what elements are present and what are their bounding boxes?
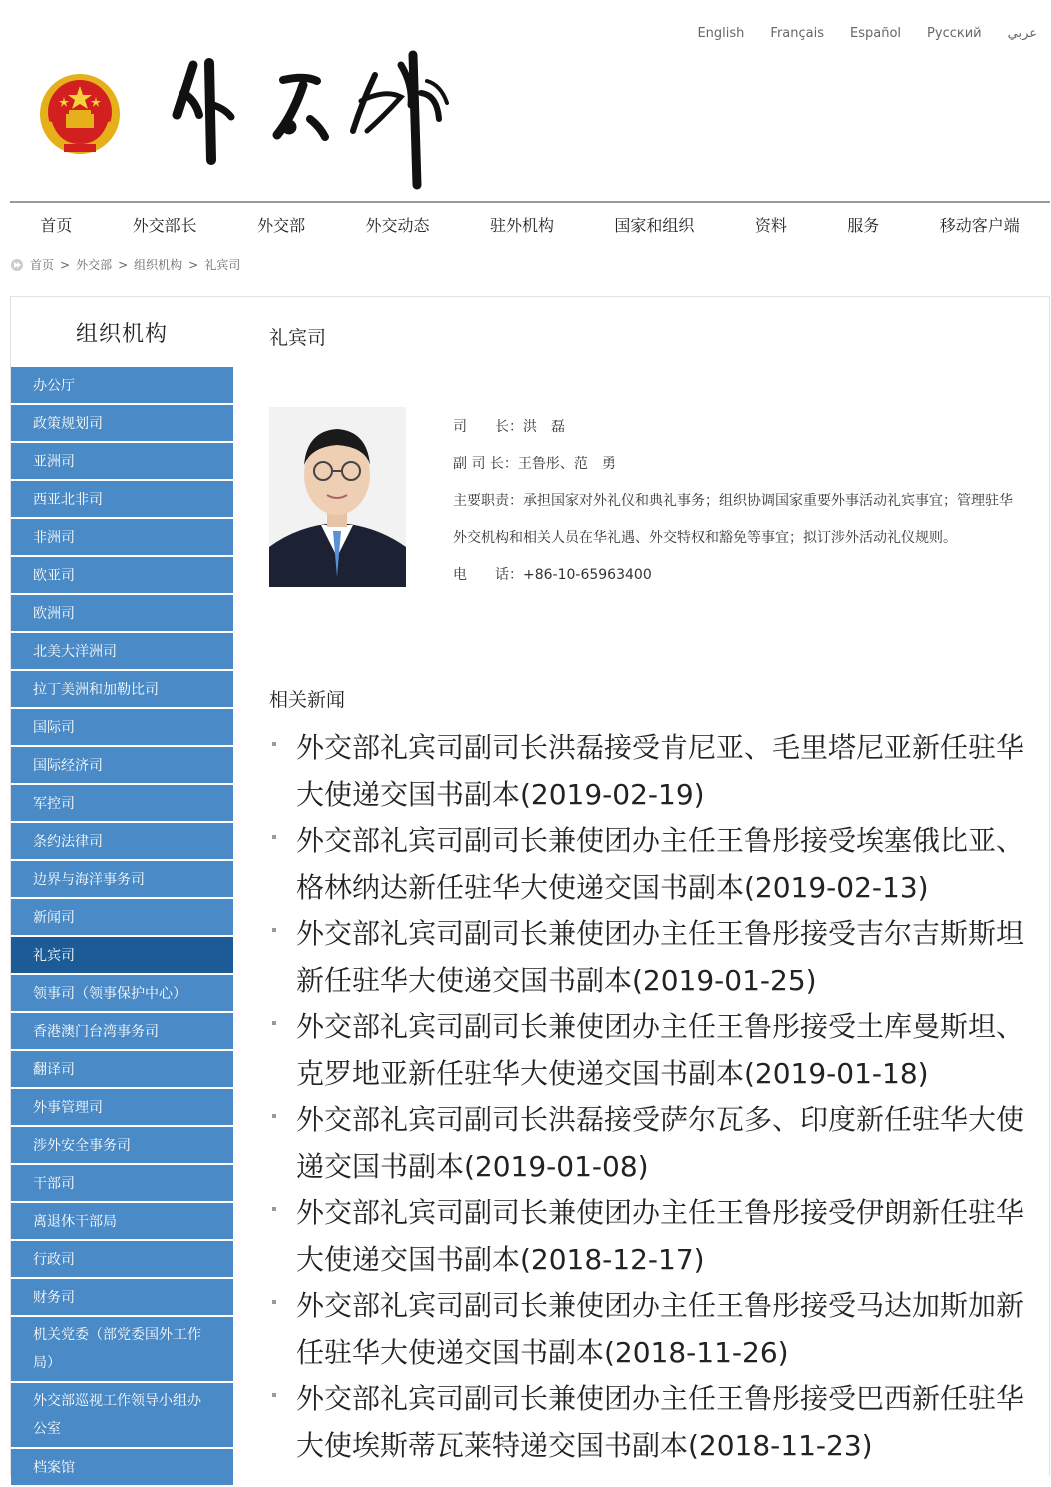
- duties-label: 主要职责：: [453, 493, 523, 509]
- sidebar-item-information[interactable]: 新闻司: [11, 899, 233, 937]
- lang-spanish[interactable]: Español: [850, 26, 902, 41]
- duties-value: 承担国家对外礼仪和典礼事务；组织协调国家重要外事活动礼宾事宜；管理驻华外交机构和相关人员在华礼遇、外交特权和豁免等事宜；拟订涉外活动礼仪规则。: [453, 493, 1013, 546]
- nav-item-home[interactable]: 首页: [40, 215, 73, 235]
- sidebar-item-north-american-oceanian[interactable]: 北美大洋洲司: [11, 633, 233, 671]
- national-emblem-icon[interactable]: [36, 70, 124, 158]
- news-item[interactable]: 外交部礼宾司副司长兼使团办主任王鲁彤接受土库曼斯坦、克罗地亚新任驻华大使递交国书副本(2019-01-18): [269, 1004, 1029, 1097]
- sidebar-item-consular[interactable]: 领事司（领事保护中心）: [11, 975, 233, 1013]
- sidebar-item-hk-macao-taiwan[interactable]: 香港澳门台湾事务司: [11, 1013, 233, 1051]
- sidebar-item-party-committee[interactable]: 机关党委（部党委国外工作局）: [11, 1317, 233, 1383]
- sidebar-item-external-security[interactable]: 涉外安全事务司: [11, 1127, 233, 1165]
- director-label: 司 长：: [453, 419, 523, 435]
- sidebar-item-latin-american-caribbean[interactable]: 拉丁美洲和加勒比司: [11, 671, 233, 709]
- director-row: [453, 409, 1023, 446]
- phone-row: [453, 557, 1023, 594]
- breadcrumb: [10, 256, 240, 273]
- phone-value: +86-10-65963400: [523, 567, 652, 583]
- breadcrumb-ministry[interactable]: 外交部: [76, 258, 113, 272]
- lang-english[interactable]: English: [697, 26, 745, 41]
- news-item[interactable]: 外交部礼宾司副司长兼使团办主任王鲁彤接受吉尔吉斯斯坦新任驻华大使递交国书副本(2019-01-25): [269, 911, 1029, 1004]
- deputy-label: 副 司 长：: [453, 456, 518, 472]
- language-bar: [697, 26, 1037, 41]
- sidebar-item-foreign-affairs-management[interactable]: 外事管理司: [11, 1089, 233, 1127]
- breadcrumb-separator: >: [60, 257, 71, 272]
- sidebar-item-personnel[interactable]: 干部司: [11, 1165, 233, 1203]
- page-title: 礼宾司: [269, 327, 327, 349]
- news-item[interactable]: 外交部礼宾司副司长兼使团办主任王鲁彤接受伊朗新任驻华大使递交国书副本(2018-12-17): [269, 1190, 1029, 1283]
- sidebar-item-west-asia-north-africa[interactable]: 西亚北非司: [11, 481, 233, 519]
- breadcrumb-organization[interactable]: 组织机构: [134, 258, 183, 272]
- nav-item-minister[interactable]: 外交部长: [132, 215, 197, 235]
- header-divider: [10, 201, 1050, 203]
- sidebar-item-finance[interactable]: 财务司: [11, 1279, 233, 1317]
- sidebar-item-international-economic[interactable]: 国际经济司: [11, 747, 233, 785]
- breadcrumb-home[interactable]: 首页: [30, 258, 55, 272]
- site-header: [0, 0, 1051, 200]
- main-container: [10, 296, 1050, 1476]
- phone-label: 电 话：: [453, 567, 523, 583]
- nav-item-resources[interactable]: 资料: [754, 215, 787, 235]
- sidebar-item-protocol[interactable]: 礼宾司: [11, 937, 233, 975]
- main-nav: [10, 204, 1050, 244]
- sidebar-item-asian-affairs[interactable]: 亚洲司: [11, 443, 233, 481]
- news-item[interactable]: 外交部礼宾司副司长兼使团办主任王鲁彤接受巴西新任驻华大使埃斯蒂瓦莱特递交国书副本(2018-11-23): [269, 1376, 1029, 1469]
- breadcrumb-separator: >: [118, 257, 129, 272]
- news-list: [269, 725, 1029, 1469]
- sidebar-item-policy-planning[interactable]: 政策规划司: [11, 405, 233, 443]
- news-item[interactable]: 外交部礼宾司副司长洪磊接受肯尼亚、毛里塔尼亚新任驻华大使递交国书副本(2019-02-19): [269, 725, 1029, 818]
- sidebar-item-arms-control[interactable]: 军控司: [11, 785, 233, 823]
- calligraphy-logo[interactable]: [165, 45, 455, 195]
- sidebar-item-retired-personnel[interactable]: 离退休干部局: [11, 1203, 233, 1241]
- sidebar-item-administration[interactable]: 行政司: [11, 1241, 233, 1279]
- breadcrumb-separator: >: [188, 257, 199, 272]
- sidebar-item-boundary-ocean[interactable]: 边界与海洋事务司: [11, 861, 233, 899]
- sidebar-item-archives[interactable]: 档案馆: [11, 1449, 233, 1487]
- breadcrumb-current[interactable]: 礼宾司: [204, 258, 241, 272]
- sidebar-title: 组织机构: [75, 321, 168, 347]
- lang-arabic[interactable]: عربي: [1007, 26, 1037, 41]
- lang-russian[interactable]: Русский: [927, 26, 982, 41]
- sidebar-item-treaty-law[interactable]: 条约法律司: [11, 823, 233, 861]
- duties-row: [453, 483, 1023, 557]
- nav-item-missions[interactable]: 驻外机构: [489, 215, 554, 235]
- director-photo: [269, 407, 406, 587]
- news-item[interactable]: 外交部礼宾司副司长兼使团办主任王鲁彤接受埃塞俄比亚、格林纳达新任驻华大使递交国书副本(2019-02-13): [269, 818, 1029, 911]
- nav-item-mobile[interactable]: 移动客户端: [939, 215, 1020, 235]
- sidebar-item-african-affairs[interactable]: 非洲司: [11, 519, 233, 557]
- sidebar-item-eurasian-affairs[interactable]: 欧亚司: [11, 557, 233, 595]
- sidebar-item-european-affairs[interactable]: 欧洲司: [11, 595, 233, 633]
- news-item[interactable]: 外交部礼宾司副司长兼使团办主任王鲁彤接受马达加斯加新任驻华大使递交国书副本(2018-11-26): [269, 1283, 1029, 1376]
- deputy-row: [453, 446, 1023, 483]
- sidebar-item-inspection-office[interactable]: 外交部巡视工作领导小组办公室: [11, 1383, 233, 1449]
- department-info: [453, 409, 1023, 594]
- nav-item-services[interactable]: 服务: [847, 215, 880, 235]
- lang-french[interactable]: Français: [770, 26, 825, 41]
- nav-item-news[interactable]: 外交动态: [365, 215, 430, 235]
- news-item[interactable]: 外交部礼宾司副司长洪磊接受萨尔瓦多、印度新任驻华大使递交国书副本(2019-01-08): [269, 1097, 1029, 1190]
- sidebar-item-translation[interactable]: 翻译司: [11, 1051, 233, 1089]
- nav-item-countries[interactable]: 国家和组织: [614, 215, 695, 235]
- related-news-heading: 相关新闻: [269, 689, 346, 711]
- deputy-value: 王鲁彤、范 勇: [517, 456, 616, 472]
- nav-item-ministry[interactable]: 外交部: [257, 215, 306, 235]
- sidebar-item-international-organizations[interactable]: 国际司: [11, 709, 233, 747]
- location-icon: [10, 258, 24, 272]
- sidebar: [11, 297, 233, 1487]
- director-value: 洪 磊: [523, 419, 565, 435]
- sidebar-item-general-office[interactable]: 办公厅: [11, 367, 233, 405]
